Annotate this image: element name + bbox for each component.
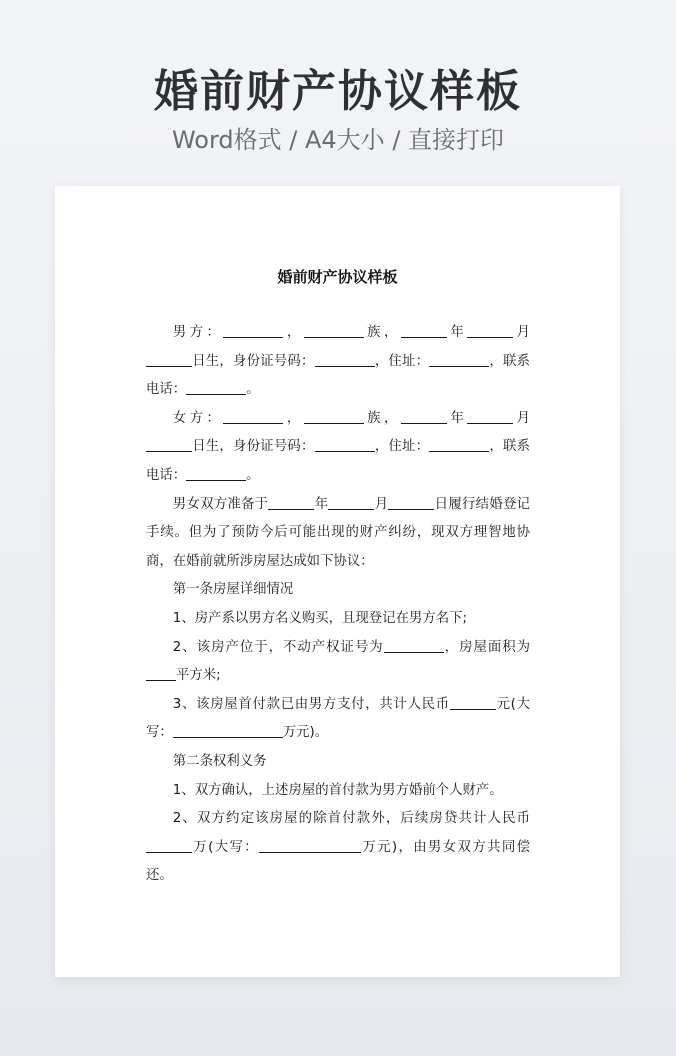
blank-field[interactable] (146, 352, 192, 367)
blank-field[interactable] (173, 723, 283, 738)
blank-field[interactable] (450, 695, 496, 710)
blank-field[interactable] (388, 495, 434, 510)
blank-field[interactable] (259, 838, 361, 853)
blank-field[interactable] (186, 380, 246, 395)
blank-field[interactable] (146, 838, 192, 853)
blank-field[interactable] (223, 409, 283, 424)
article-1-item-3: 3、该房屋首付款已由男方支付，共计人民币 元(大写： 万元)。 (146, 696, 530, 741)
poster-subtitle: Word格式 / A4大小 / 直接打印 (171, 126, 505, 154)
blank-field[interactable] (401, 409, 447, 424)
article-2-heading: 第二条权利义务 (172, 753, 267, 769)
intro-paragraph: 男女双方准备于 年 月 日履行结婚登记手续。但为了预防今后可能出现的财产纠纷，现双方理智地协商，在婚前就所涉房屋达成如下协议： (146, 496, 531, 569)
blank-field[interactable] (429, 352, 489, 367)
blank-field[interactable] (384, 638, 444, 653)
poster-header (0, 62, 676, 156)
blank-field[interactable] (467, 323, 513, 338)
article-1-item-1: 1、房产系以男方名义购买，且现登记在男方名下; (172, 610, 468, 626)
blank-field[interactable] (328, 495, 374, 510)
blank-field[interactable] (304, 409, 364, 424)
blank-field[interactable] (401, 323, 447, 338)
male-party-paragraph: 男方： ， 族， 年 月日生，身份证号码： ，住址： ，联系电话： 。 (146, 325, 531, 398)
blank-field[interactable] (315, 437, 375, 452)
article-1-item-2: 2、该房产位于，不动产权证号为 ，房屋面积为平方米; (146, 634, 530, 691)
article-1-heading: 第一条房屋详细情况 (172, 582, 294, 598)
blank-field[interactable] (315, 352, 375, 367)
blank-field[interactable] (146, 437, 192, 452)
blank-field[interactable] (304, 323, 364, 338)
blank-field[interactable] (146, 666, 176, 681)
document-body (146, 319, 530, 891)
document-page (55, 186, 620, 977)
document-title: 婚前财产协议样板 (277, 268, 398, 286)
blank-field[interactable] (467, 409, 513, 424)
blank-field[interactable] (268, 495, 314, 510)
blank-field[interactable] (186, 466, 246, 481)
article-2-item-1: 1、双方确认，上述房屋的首付款为男方婚前个人财产。 (172, 782, 503, 798)
poster-title: 婚前财产协议样板 (154, 66, 522, 117)
blank-field[interactable] (429, 437, 489, 452)
female-party-paragraph: 女方： ， 族， 年 月日生，身份证号码： ，住址： ，联系电话： 。 (146, 410, 531, 483)
blank-field[interactable] (223, 323, 283, 338)
article-2-item-2: 2、双方约定该房屋的除首付款外，后续房贷共计人民币万(大写： 万元)，由男女双方共同偿还。 (146, 811, 530, 884)
